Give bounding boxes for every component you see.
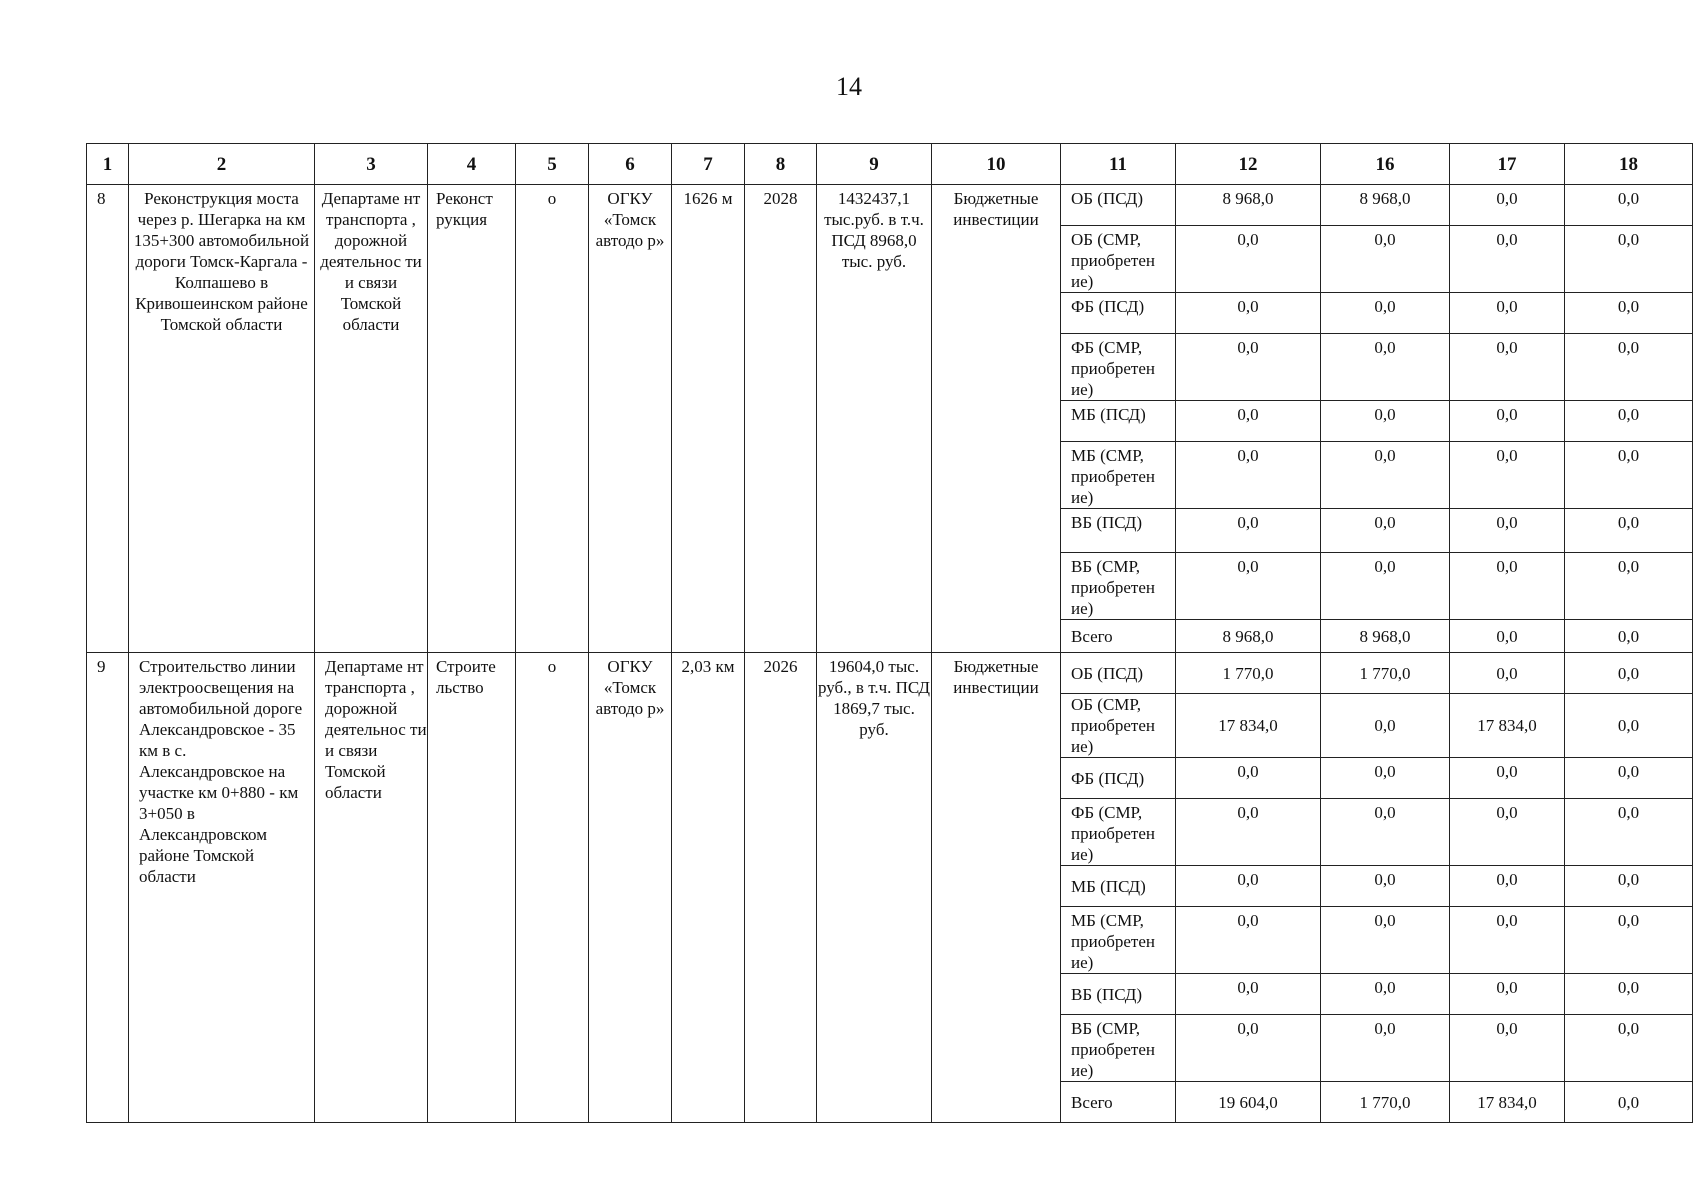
header-cell: 3 (315, 144, 428, 185)
value-cell-c12: 0,0 (1176, 401, 1321, 442)
value-cell-c18: 0,0 (1565, 442, 1693, 509)
funding-source-label: ОБ (СМР, приобретен ие) (1061, 694, 1176, 758)
work-type-cell: Реконст рукция (428, 185, 516, 653)
funding-source-label: МБ (СМР, приобретен ие) (1061, 907, 1176, 974)
year-cell: 2026 (745, 653, 817, 1123)
investment-form-cell: Бюджетные инвестиции (932, 185, 1061, 653)
value-cell-c16: 0,0 (1321, 1015, 1450, 1082)
value-cell-c12: 8 968,0 (1176, 620, 1321, 653)
object-name-cell: Реконструкция моста через р. Шегарка на км 135+300 автомобильной дороги Томск-Каргала - Колпашево в Кривошеинском районе Томской области (129, 185, 315, 653)
table-body (87, 185, 1693, 1123)
value-cell-c17: 17 834,0 (1450, 1082, 1565, 1123)
value-cell-c18: 0,0 (1565, 401, 1693, 442)
value-cell-c17: 0,0 (1450, 226, 1565, 293)
value-cell-c16: 0,0 (1321, 401, 1450, 442)
value-cell-c18: 0,0 (1565, 974, 1693, 1015)
value-cell-c18: 0,0 (1565, 620, 1693, 653)
header-cell: 4 (428, 144, 516, 185)
value-cell-c16: 0,0 (1321, 442, 1450, 509)
department-cell: Департаме нт транспорта , дорожной деятельнос ти и связи Томской области (315, 653, 428, 1123)
value-cell-c16: 0,0 (1321, 334, 1450, 401)
table-row (87, 653, 1693, 694)
value-cell-c12: 0,0 (1176, 907, 1321, 974)
value-cell-c17: 0,0 (1450, 866, 1565, 907)
value-cell-c16: 0,0 (1321, 758, 1450, 799)
capacity-cell: 1626 м (672, 185, 745, 653)
value-cell-c17: 0,0 (1450, 334, 1565, 401)
funding-source-label: ВБ (СМР, приобретен ие) (1061, 1015, 1176, 1082)
header-cell: 11 (1061, 144, 1176, 185)
value-cell-c17: 0,0 (1450, 185, 1565, 226)
funding-source-label: ВБ (СМР, приобретен ие) (1061, 553, 1176, 620)
value-cell-c17: 0,0 (1450, 293, 1565, 334)
funding-source-label: Всего (1061, 1082, 1176, 1123)
value-cell-c17: 0,0 (1450, 620, 1565, 653)
value-cell-c18: 0,0 (1565, 799, 1693, 866)
header-cell: 9 (817, 144, 932, 185)
row-number-cell: 9 (87, 653, 129, 1123)
value-cell-c16: 0,0 (1321, 293, 1450, 334)
investment-table (86, 143, 1693, 1123)
value-cell-c16: 8 968,0 (1321, 620, 1450, 653)
funding-source-label: ФБ (СМР, приобретен ие) (1061, 334, 1176, 401)
value-cell-c18: 0,0 (1565, 509, 1693, 553)
col5-cell: о (516, 653, 589, 1123)
value-cell-c16: 0,0 (1321, 974, 1450, 1015)
value-cell-c12: 1 770,0 (1176, 653, 1321, 694)
funding-source-label: ВБ (ПСД) (1061, 974, 1176, 1015)
value-cell-c18: 0,0 (1565, 334, 1693, 401)
value-cell-c16: 1 770,0 (1321, 653, 1450, 694)
value-cell-c12: 0,0 (1176, 442, 1321, 509)
value-cell-c16: 1 770,0 (1321, 1082, 1450, 1123)
header-cell: 6 (589, 144, 672, 185)
value-cell-c12: 0,0 (1176, 799, 1321, 866)
funding-source-label: ОБ (ПСД) (1061, 653, 1176, 694)
work-type-cell: Строите льство (428, 653, 516, 1123)
value-cell-c12: 19 604,0 (1176, 1082, 1321, 1123)
value-cell-c18: 0,0 (1565, 694, 1693, 758)
header-cell: 17 (1450, 144, 1565, 185)
header-row (87, 144, 1693, 185)
customer-cell: ОГКУ «Томск автодо р» (589, 185, 672, 653)
value-cell-c18: 0,0 (1565, 866, 1693, 907)
funding-source-label: МБ (ПСД) (1061, 401, 1176, 442)
funding-source-label: ОБ (СМР, приобретен ие) (1061, 226, 1176, 293)
value-cell-c17: 0,0 (1450, 509, 1565, 553)
value-cell-c17: 17 834,0 (1450, 694, 1565, 758)
value-cell-c12: 0,0 (1176, 553, 1321, 620)
header-cell: 7 (672, 144, 745, 185)
value-cell-c17: 0,0 (1450, 974, 1565, 1015)
year-cell: 2028 (745, 185, 817, 653)
funding-source-label: ОБ (ПСД) (1061, 185, 1176, 226)
value-cell-c16: 0,0 (1321, 509, 1450, 553)
value-cell-c12: 0,0 (1176, 974, 1321, 1015)
department-cell: Департаме нт транспорта , дорожной деятельнос ти и связи Томской области (315, 185, 428, 653)
header-cell: 16 (1321, 144, 1450, 185)
value-cell-c18: 0,0 (1565, 758, 1693, 799)
funding-source-label: ФБ (ПСД) (1061, 293, 1176, 334)
value-cell-c16: 0,0 (1321, 799, 1450, 866)
funding-source-label: Всего (1061, 620, 1176, 653)
funding-source-label: ФБ (СМР, приобретен ие) (1061, 799, 1176, 866)
value-cell-c18: 0,0 (1565, 1015, 1693, 1082)
page-number: 14 (836, 72, 862, 101)
value-cell-c12: 0,0 (1176, 758, 1321, 799)
value-cell-c16: 0,0 (1321, 866, 1450, 907)
value-cell-c16: 0,0 (1321, 226, 1450, 293)
header-cell: 5 (516, 144, 589, 185)
value-cell-c16: 0,0 (1321, 553, 1450, 620)
value-cell-c18: 0,0 (1565, 653, 1693, 694)
header-cell: 1 (87, 144, 129, 185)
value-cell-c12: 17 834,0 (1176, 694, 1321, 758)
value-cell-c18: 0,0 (1565, 553, 1693, 620)
object-name-cell: Строительство линии электроосвещения на автомобильной дороге Александровское - 35 км в с. Александровское на участке км 0+880 - км 3+050 в Александровском районе Томской области (129, 653, 315, 1123)
row-number-cell: 8 (87, 185, 129, 653)
value-cell-c18: 0,0 (1565, 185, 1693, 226)
value-cell-c17: 0,0 (1450, 758, 1565, 799)
value-cell-c18: 0,0 (1565, 907, 1693, 974)
value-cell-c12: 0,0 (1176, 334, 1321, 401)
header-cell: 10 (932, 144, 1061, 185)
value-cell-c18: 0,0 (1565, 293, 1693, 334)
cost-cell: 1432437,1 тыс.руб. в т.ч. ПСД 8968,0 тыс. руб. (817, 185, 932, 653)
value-cell-c17: 0,0 (1450, 799, 1565, 866)
header-cell: 8 (745, 144, 817, 185)
funding-source-label: ФБ (ПСД) (1061, 758, 1176, 799)
header-cell: 12 (1176, 144, 1321, 185)
value-cell-c17: 0,0 (1450, 1015, 1565, 1082)
value-cell-c16: 8 968,0 (1321, 185, 1450, 226)
funding-source-label: МБ (СМР, приобретен ие) (1061, 442, 1176, 509)
value-cell-c12: 8 968,0 (1176, 185, 1321, 226)
value-cell-c12: 0,0 (1176, 293, 1321, 334)
table-row (87, 185, 1693, 226)
value-cell-c12: 0,0 (1176, 1015, 1321, 1082)
value-cell-c18: 0,0 (1565, 226, 1693, 293)
capacity-cell: 2,03 км (672, 653, 745, 1123)
value-cell-c16: 0,0 (1321, 907, 1450, 974)
value-cell-c12: 0,0 (1176, 226, 1321, 293)
value-cell-c17: 0,0 (1450, 401, 1565, 442)
value-cell-c12: 0,0 (1176, 866, 1321, 907)
investment-form-cell: Бюджетные инвестиции (932, 653, 1061, 1123)
value-cell-c18: 0,0 (1565, 1082, 1693, 1123)
value-cell-c17: 0,0 (1450, 907, 1565, 974)
col5-cell: о (516, 185, 589, 653)
value-cell-c12: 0,0 (1176, 509, 1321, 553)
customer-cell: ОГКУ «Томск автодо р» (589, 653, 672, 1123)
header-cell: 18 (1565, 144, 1693, 185)
value-cell-c17: 0,0 (1450, 653, 1565, 694)
value-cell-c17: 0,0 (1450, 442, 1565, 509)
header-cell: 2 (129, 144, 315, 185)
value-cell-c16: 0,0 (1321, 694, 1450, 758)
value-cell-c17: 0,0 (1450, 553, 1565, 620)
cost-cell: 19604,0 тыс. руб., в т.ч. ПСД 1869,7 тыс. руб. (817, 653, 932, 1123)
funding-source-label: МБ (ПСД) (1061, 866, 1176, 907)
funding-source-label: ВБ (ПСД) (1061, 509, 1176, 553)
